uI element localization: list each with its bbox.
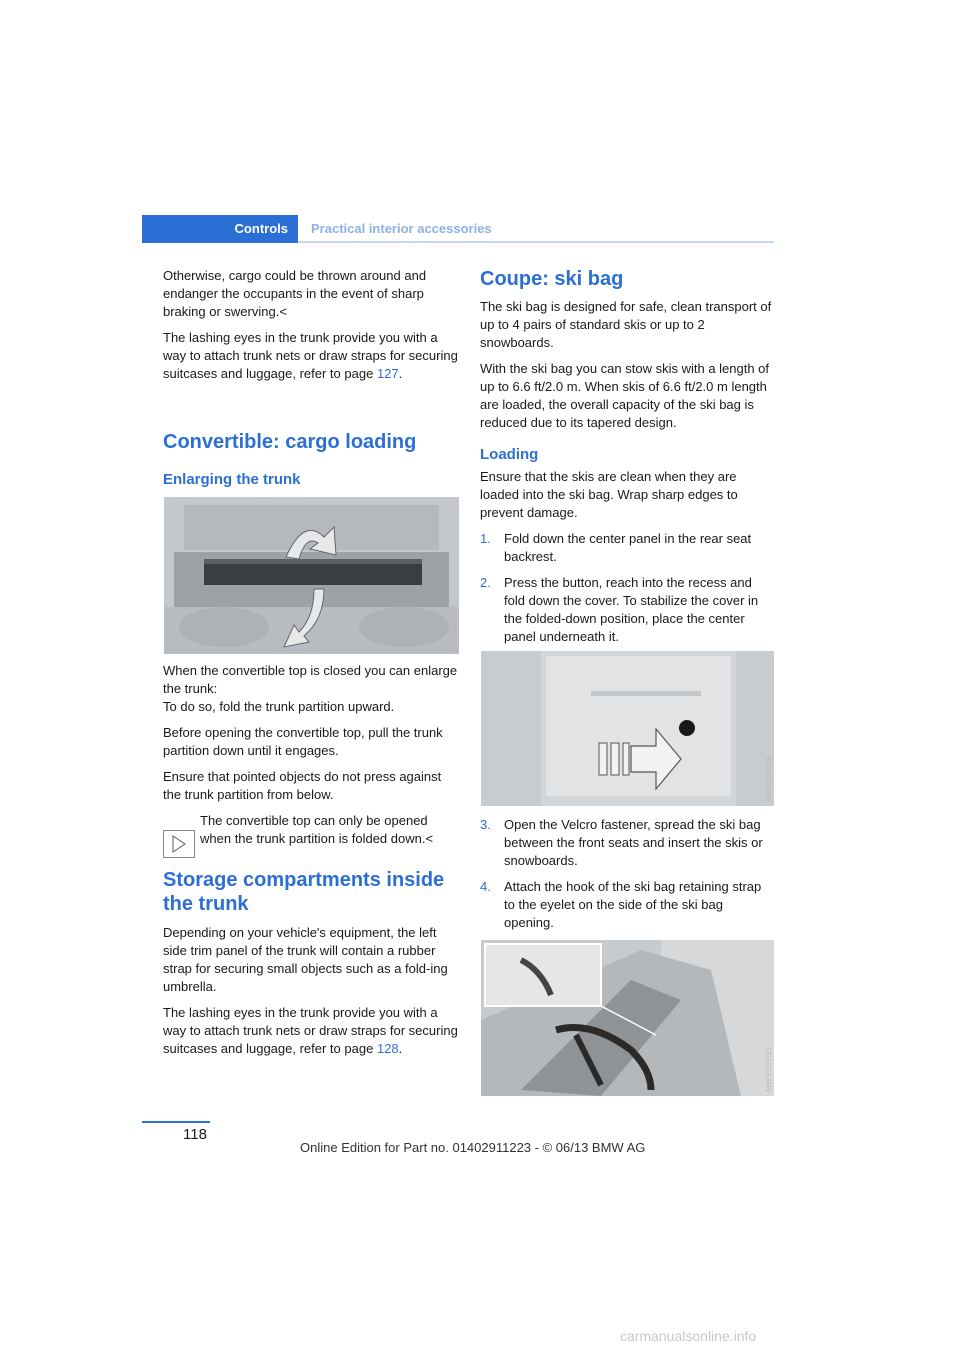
heading-convertible-cargo: Convertible: cargo loading — [163, 431, 417, 453]
watermark: carmanualsonline.info — [620, 1328, 757, 1344]
right-paragraph-3: Ensure that the skis are clean when they are loaded into the ski bag. Wrap sharp edges to prevent damage. — [480, 469, 738, 520]
left-column-3 — [163, 924, 458, 1066]
figure-code-3: MW02UP22 — [766, 1046, 773, 1092]
end-mark: < — [425, 831, 434, 846]
left-paragraph-5: Ensure that pointed objects do not press against the trunk partition from below. — [163, 769, 442, 802]
footer-edition: Online Edition for Part no. 01402911223 - © 06/13 BMW AG — [300, 1140, 646, 1155]
steps-list-a — [480, 530, 775, 646]
right-column-3 — [480, 816, 775, 940]
page-link-128[interactable]: 128 — [376, 1041, 399, 1056]
left-paragraph-7: The lashing eyes in the trunk provide you with a way to attach trunk nets or draw straps for securing suitcases and luggage, refer to page 128. — [163, 1005, 458, 1056]
right-column — [480, 298, 775, 440]
end-mark: < — [279, 304, 287, 319]
left-paragraph-2: The lashing eyes in the trunk provide you with a way to attach trunk nets or draw straps for securing suitcases and luggage, refer to page 127. — [163, 330, 458, 381]
list-item: 4. Attach the hook of the ski bag retaining strap to the eyelet on the side of the ski bag opening. — [480, 879, 762, 930]
steps-list-b — [480, 816, 775, 932]
seat-button-image — [481, 651, 774, 806]
header-section-label: Practical interior accessories — [311, 221, 492, 236]
left-paragraph-1: Otherwise, cargo could be thrown around and endanger the occupants in the event of sharp braking or swerving.< — [163, 268, 427, 319]
right-paragraph-2: With the ski bag you can stow skis with a length of up to 6.6 ft/2.0 m. When skis of 6.6 ft/2.0 m length are loaded, the overall capacity of the ski bag is reduced due to its tapered design. — [480, 361, 770, 430]
header-tab-label: Controls — [234, 221, 288, 236]
list-item: 1. Fold down the center panel in the rear seat backrest. — [480, 531, 752, 564]
ski-bag-strap-image — [481, 940, 774, 1096]
header-rule — [298, 241, 774, 243]
heading-storage-compartments: Storage compartments inside the trunk — [163, 869, 445, 915]
page-number-rule — [142, 1121, 210, 1123]
left-paragraph-3: When the convertible top is closed you can enlarge the trunk: To do so, fold the trunk partition upward. — [163, 663, 458, 714]
right-column-2 — [480, 468, 775, 654]
list-item: 2. Press the button, reach into the recess and fold down the cover. To stabilize the cover in the folded-down position, place the center panel underneath it. — [480, 575, 759, 644]
note-box — [163, 812, 458, 848]
left-column-2 — [163, 662, 458, 848]
left-paragraph-4: Before opening the convertible top, pull the trunk partition down until it engages. — [163, 725, 443, 758]
left-paragraph-6: Depending on your vehicle's equipment, the left side trim panel of the trunk will contain a rubber strap for securing small objects such as a fold-ing umbrella. — [163, 925, 448, 994]
page-number: 118 — [183, 1126, 207, 1143]
header-tab — [142, 215, 298, 243]
trunk-partition-image — [164, 497, 459, 654]
figure-code-1: MW02UP08 — [451, 604, 458, 650]
left-column — [163, 267, 458, 391]
heading-coupe-ski-bag: Coupe: ski bag — [480, 268, 624, 290]
page-link-127[interactable]: 127 — [376, 366, 399, 381]
heading-loading: Loading — [480, 446, 539, 463]
list-item: 3. Open the Velcro fastener, spread the ski bag between the front seats and insert the skis or snowboards. — [480, 817, 763, 868]
right-paragraph-1: The ski bag is designed for safe, clean transport of up to 4 pairs of standard skis or up to 2 snowboards. — [480, 299, 772, 350]
note-text: The convertible top can only be opened when the trunk partition is folded down. — [200, 813, 428, 846]
figure-code-2: MW02UP14 — [766, 756, 773, 802]
heading-enlarging-trunk: Enlarging the trunk — [163, 471, 301, 488]
note-triangle-icon — [163, 830, 195, 858]
